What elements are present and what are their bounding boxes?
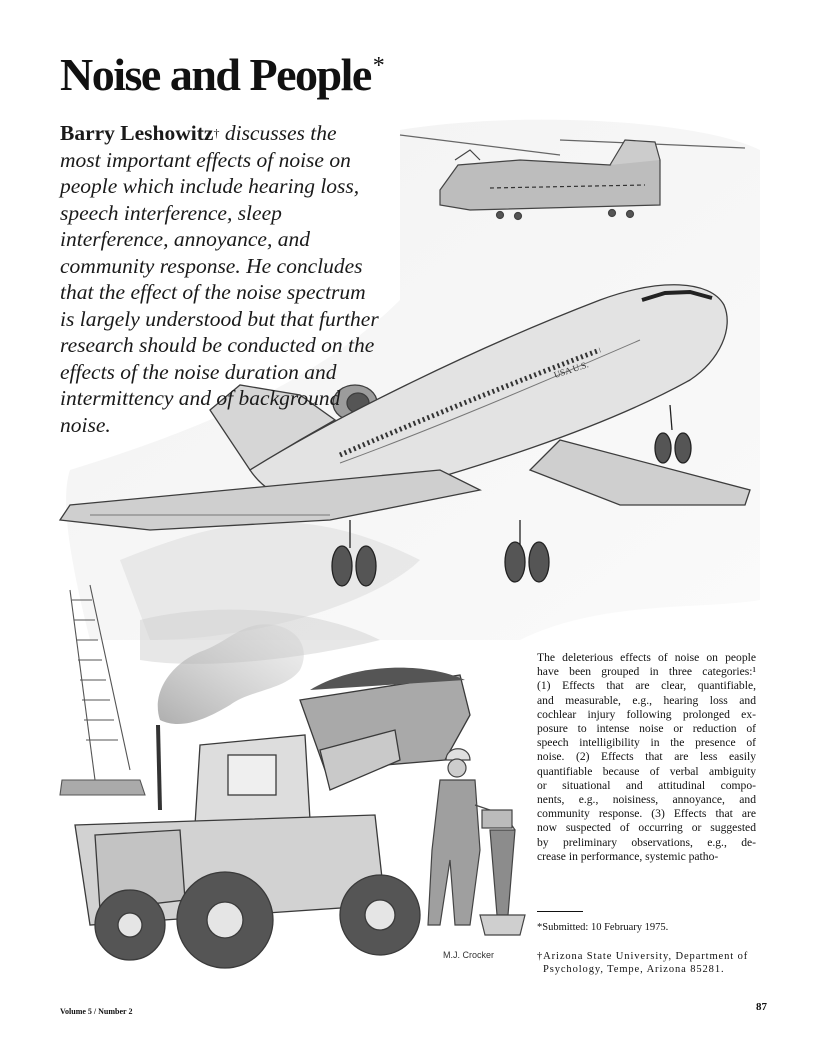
artist-signature: M.J. Crocker (443, 950, 495, 960)
abstract-line: effects of the noise duration and (60, 359, 337, 384)
body-line: have been grouped in three categories:¹ (537, 665, 756, 679)
abstract-line: interference, annoyance, and (60, 227, 310, 251)
abstract-line: research should be conducted on the (60, 333, 375, 357)
title-footnote-mark: * (372, 53, 384, 79)
body-line: The deleterious effects of noise on people (537, 651, 756, 664)
journal-volume: Volume 5 / Number 2 (60, 1007, 133, 1016)
author-name: Barry Leshowitz (60, 121, 214, 145)
abstract-line: people which include hearing loss, (60, 174, 360, 198)
body-line: nents, e.g., noisiness, annoyance, and (537, 793, 756, 807)
aircraft-marking: USA U.S. (552, 359, 590, 380)
body-line: cochlear injury following prolonged ex- (537, 707, 756, 721)
affiliation-line-1: †Arizona State University, Department of (537, 951, 749, 962)
article-title (60, 49, 384, 100)
body-line: community response. (3) Effects that are (537, 807, 756, 821)
body-line: crease in performance, systemic patho- (537, 849, 719, 863)
page-number: 87 (756, 1001, 767, 1013)
body-line: or situational and attitudinal compo- (537, 778, 756, 792)
abstract-line: that the effect of the noise spectrum (60, 280, 366, 304)
front-loader-drawing (75, 668, 470, 968)
body-line: speech intelligibility in the presence of (537, 736, 756, 750)
author-footnote-mark: † (213, 126, 220, 140)
footnote-affiliation (537, 950, 756, 976)
body-line: noise. (2) Effects that are less easily (537, 750, 756, 764)
footnote-divider (537, 911, 583, 912)
footnote-submitted: *Submitted: 10 February 1975. (537, 922, 669, 933)
abstract-line: intermittency and of background (60, 386, 341, 410)
article-abstract (60, 120, 420, 438)
abstract-text: discusses the (219, 121, 337, 145)
body-line: quantifiable because of verbal ambiguity (537, 764, 756, 778)
affiliation-line-2: Psychology, Tempe, Arizona 85281. (543, 964, 725, 975)
title-text: Noise and People (60, 49, 371, 100)
worker-drawing (428, 749, 525, 935)
body-line: by preliminary observations, e.g., de- (537, 835, 756, 849)
body-text-column (537, 651, 756, 864)
abstract-line: community response. He concludes (60, 253, 363, 278)
body-line: posure to intense noise or reduction of (537, 722, 756, 736)
body-line: and measurable, e.g., hearing loss and (537, 693, 756, 707)
abstract-line: speech interference, sleep (60, 200, 282, 225)
body-line: (1) Effects that are clear, quantifiable, (537, 679, 756, 693)
abstract-line: noise. (60, 412, 111, 437)
body-line: now suspected of occurring or suggested (537, 821, 756, 835)
abstract-line-1 (60, 120, 420, 147)
abstract-line: is largely understood but that further (60, 306, 379, 331)
abstract-line: most important effects of noise on (60, 147, 351, 172)
